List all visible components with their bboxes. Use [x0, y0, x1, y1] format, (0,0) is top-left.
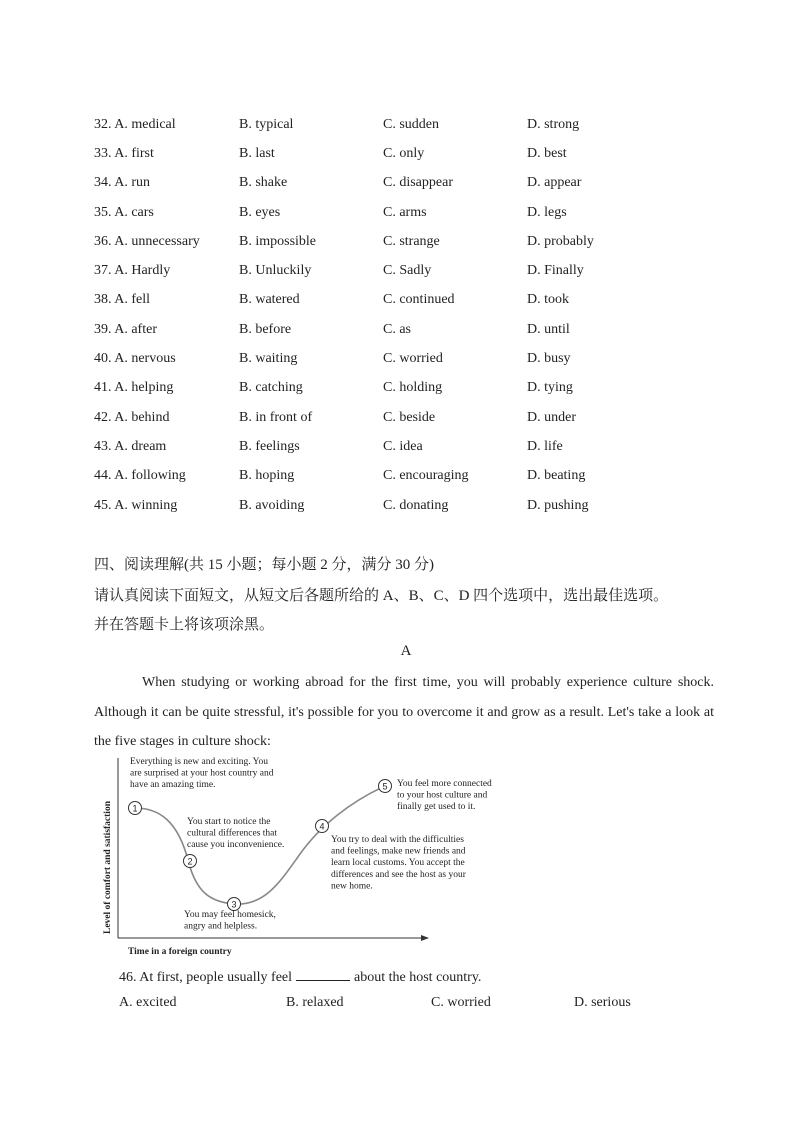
option-row	[0, 439, 794, 461]
option-c: C. encouraging	[383, 468, 469, 483]
question-46	[119, 966, 481, 986]
option-b: B. waiting	[239, 351, 298, 366]
option-c: C. as	[383, 322, 411, 337]
option-c: C. continued	[383, 292, 455, 307]
option-c: C. beside	[383, 410, 436, 425]
option-c: C. worried	[383, 351, 443, 366]
option-c: C. sudden	[383, 117, 439, 132]
option-row	[0, 234, 794, 256]
option-row	[0, 322, 794, 344]
option-c: C. donating	[383, 498, 449, 513]
section-instruction-2: 并在答题卡上将该项涂黑。	[94, 617, 275, 633]
option-b: B. shake	[239, 175, 288, 190]
option-row	[0, 410, 794, 432]
passage-paragraph	[94, 668, 714, 757]
option-c: C. strange	[383, 234, 440, 249]
option-d: D. took	[527, 292, 569, 307]
option-a: 36. A. unnecessary	[94, 234, 200, 249]
section-heading: 四、阅读理解(共 15 小题；每小题 2 分，满分 30 分)	[94, 557, 434, 573]
stage-marker-number: 2	[187, 856, 193, 867]
passage-title: A	[400, 643, 412, 659]
option-b: B. in front of	[239, 410, 313, 425]
stage-marker-number: 1	[132, 803, 138, 814]
option-d: D. probably	[527, 234, 594, 249]
option-b: B. feelings	[239, 439, 300, 454]
x-axis-label: Time in a foreign country	[128, 947, 232, 957]
option-a: 33. A. first	[94, 146, 154, 161]
y-axis-label: Level of comfort and satisfaction	[103, 801, 113, 934]
option-c: C. disappear	[383, 175, 453, 190]
option-d: D. tying	[527, 380, 573, 395]
culture-shock-chart	[100, 752, 520, 960]
option-a: 45. A. winning	[94, 498, 178, 513]
option-d: D. pushing	[527, 498, 589, 513]
section-instruction-1: 请认真阅读下面短文，从短文后各题所给的 A、B、C、D 四个选项中，选出最佳选项。	[94, 588, 669, 604]
option-c: C. idea	[383, 439, 423, 454]
option-row	[0, 351, 794, 373]
question-46-stem-end: about the host country.	[354, 970, 482, 985]
option-a: A. excited	[119, 995, 177, 1010]
option-row	[0, 380, 794, 402]
option-d: D. strong	[527, 117, 580, 132]
option-a: 44. A. following	[94, 468, 186, 483]
answer-blank	[296, 966, 350, 981]
option-d: D. Finally	[527, 263, 584, 278]
option-a: 32. A. medical	[94, 117, 176, 132]
option-b: B. typical	[239, 117, 294, 132]
option-a: 41. A. helping	[94, 380, 174, 395]
option-d: D. life	[527, 439, 563, 454]
option-c: C. worried	[431, 995, 491, 1010]
option-a: 43. A. dream	[94, 439, 167, 454]
option-b: B. watered	[239, 292, 300, 307]
option-a: 40. A. nervous	[94, 351, 176, 366]
option-a: 35. A. cars	[94, 205, 154, 220]
option-c: C. holding	[383, 380, 443, 395]
option-row	[0, 292, 794, 314]
stage-2-description: You start to notice the cultural differences that cause you inconvenience.	[187, 817, 285, 851]
option-row	[0, 498, 794, 520]
option-b: B. catching	[239, 380, 303, 395]
option-d: D. appear	[527, 175, 582, 190]
option-row	[0, 468, 794, 490]
stage-1-description: Everything is new and exciting. You are surprised at your host country and have an amazing time.	[130, 757, 274, 791]
option-b: B. eyes	[239, 205, 281, 220]
stage-marker-number: 4	[319, 821, 325, 832]
option-a: 37. A. Hardly	[94, 263, 171, 278]
stage-marker-number: 5	[382, 781, 388, 792]
stage-3-description: You may feel homesick, angry and helpless.	[184, 910, 276, 932]
option-b: B. before	[239, 322, 292, 337]
option-a: 39. A. after	[94, 322, 157, 337]
option-c: C. arms	[383, 205, 427, 220]
option-d: D. best	[527, 146, 567, 161]
option-row	[0, 175, 794, 197]
option-d: D. until	[527, 322, 570, 337]
question-46-stem: 46. At first, people usually feel	[119, 970, 293, 985]
stage-5-description: You feel more connected to your host culture and finally get used to it.	[397, 779, 492, 813]
option-a: 42. A. behind	[94, 410, 170, 425]
option-row	[0, 146, 794, 168]
option-b: B. Unluckily	[239, 263, 312, 278]
option-b: B. relaxed	[286, 995, 344, 1010]
option-d: D. busy	[527, 351, 571, 366]
stage-marker-number: 3	[231, 899, 237, 910]
option-c: C. Sadly	[383, 263, 432, 278]
option-d: D. serious	[574, 995, 631, 1010]
option-b: B. avoiding	[239, 498, 305, 513]
option-d: D. under	[527, 410, 576, 425]
passage-text: When studying or working abroad for the first time, you will probably experience culture shock. Although it can be quite stressful, it's possible for you to overcome it and grow as a result. Let's take a look at the five stages in culture shock:	[94, 675, 714, 749]
option-d: D. legs	[527, 205, 567, 220]
option-a: 34. A. run	[94, 175, 150, 190]
option-row	[0, 263, 794, 285]
option-b: B. impossible	[239, 234, 317, 249]
stage-4-description: You try to deal with the difficulties and feelings, make new friends and learn local customs. You accept the differences and see the host as your new home.	[331, 835, 466, 892]
option-a: 38. A. fell	[94, 292, 150, 307]
option-c: C. only	[383, 146, 425, 161]
option-b: B. last	[239, 146, 275, 161]
option-b: B. hoping	[239, 468, 295, 483]
option-row	[0, 205, 794, 227]
option-d: D. beating	[527, 468, 586, 483]
option-row	[0, 117, 794, 139]
